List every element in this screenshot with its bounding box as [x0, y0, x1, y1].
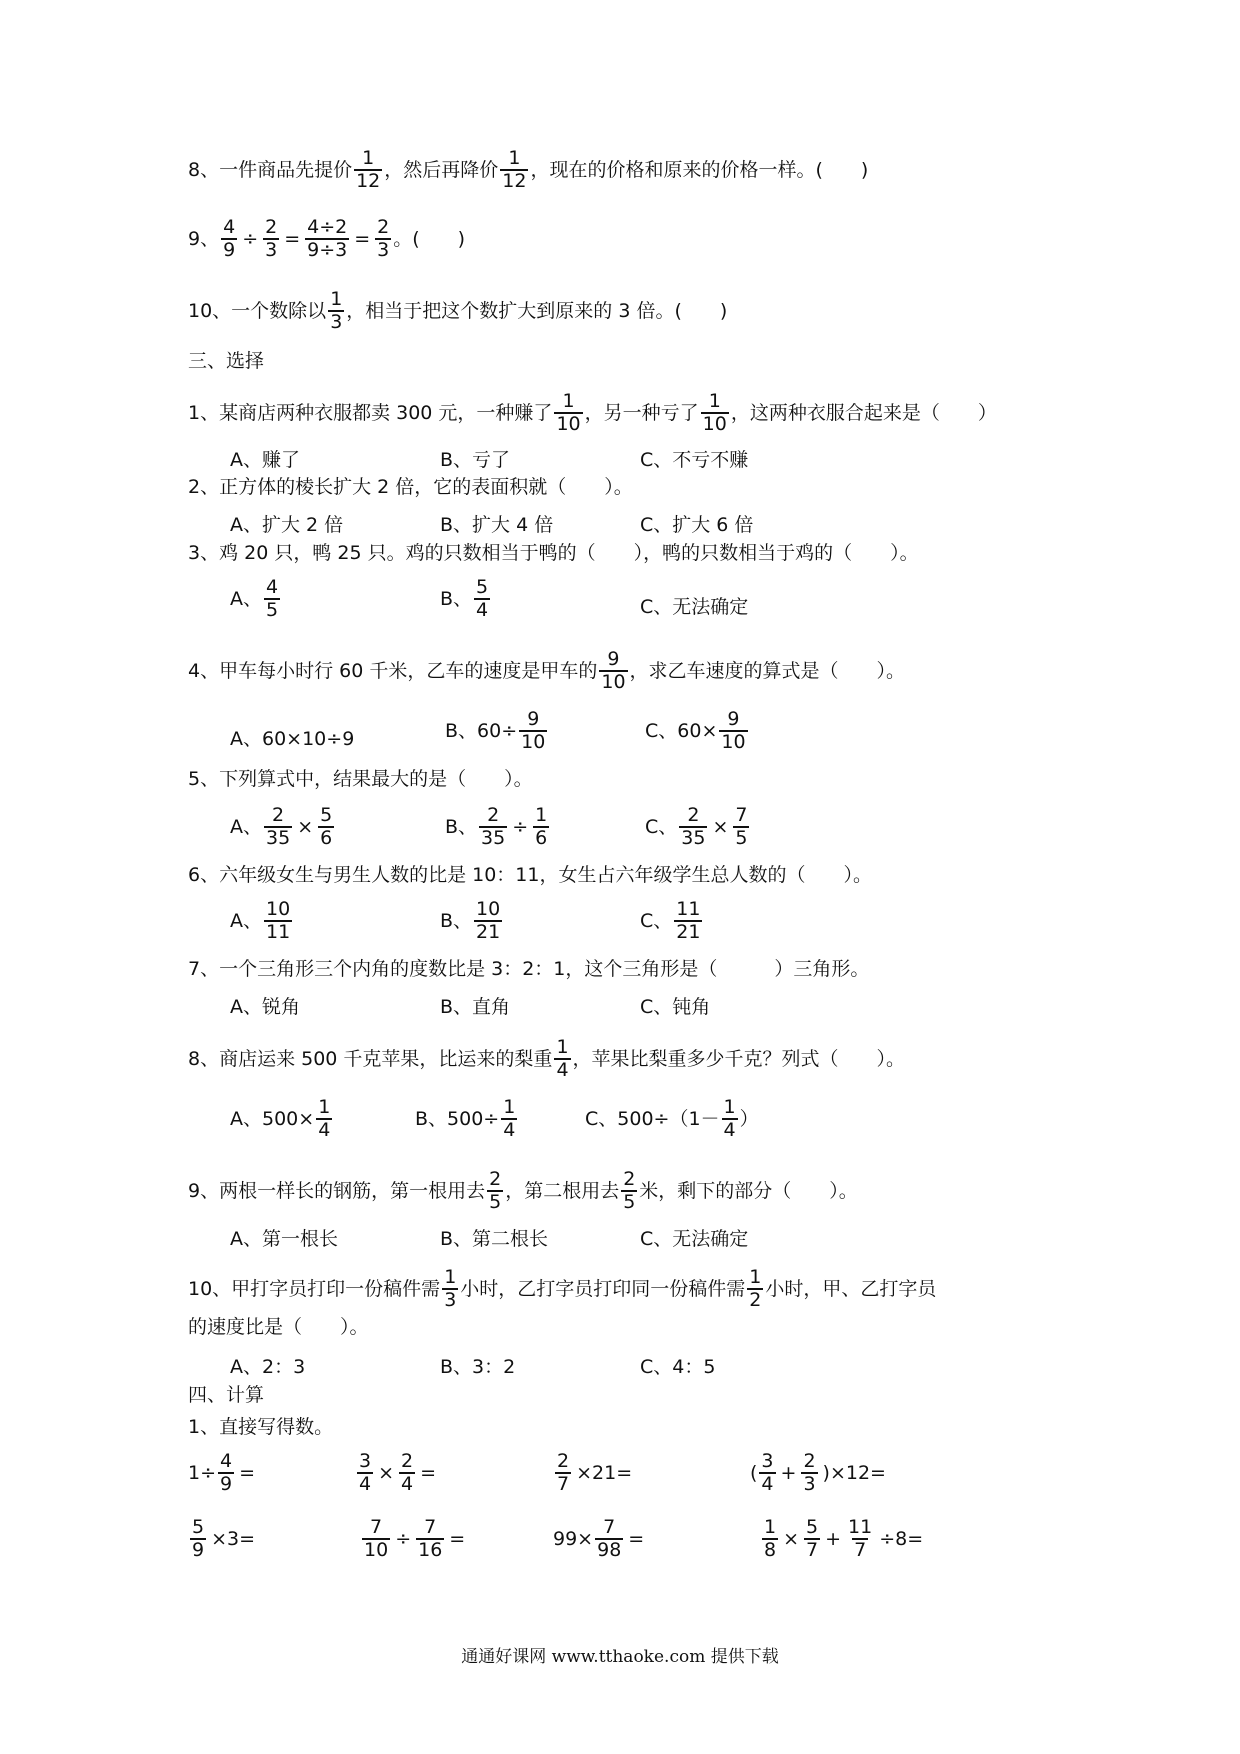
fraction: $\frac{2}{4}$: [401, 1450, 414, 1495]
judge-q9: 9、 $\frac{4}{9}$ ÷ $\frac{2}{3}$ = $\frac{4\div 2}{9\div 3}$ = $\frac{2}{3}$ 。( ): [188, 216, 466, 261]
option-c: C、4：5: [640, 1356, 716, 1378]
calc-item: $\frac{7}{10}$ ÷ $\frac{7}{16}$ =: [364, 1516, 466, 1561]
fraction: $\frac{9}{10}$: [721, 708, 746, 753]
fraction: $\frac{1}{3}$: [330, 288, 343, 333]
choice-q1: 1、某商店两种衣服都卖 300 元，一种赚了 $\frac{1}{10}$ ，另一种亏了 $\frac{1}{10}$ ，这两种衣服合起来是（ ）: [188, 390, 997, 435]
fraction: $\frac{3}{4}$: [761, 1450, 774, 1495]
calc-item: $\frac{1}{8}$ × $\frac{5}{7}$ + $\frac{11}{7}$ ÷8=: [764, 1516, 924, 1561]
fraction: $\frac{7}{16}$: [418, 1516, 443, 1561]
fraction: $\frac{4\div 2}{9\div 3}$: [307, 216, 348, 261]
option-a: A、 $\frac{2}{35}$ × $\frac{5}{6}$: [230, 804, 333, 849]
fraction: $\frac{5}{6}$: [320, 804, 333, 849]
fraction: $\frac{11}{7}$: [848, 1516, 873, 1561]
fraction: $\frac{1}{3}$: [444, 1266, 457, 1311]
fraction: $\frac{10}{21}$: [476, 898, 501, 943]
option-b: B、 $\frac{10}{21}$: [440, 898, 501, 943]
fraction: $\frac{3}{4}$: [359, 1450, 372, 1495]
option-a: A、 $\frac{10}{11}$: [230, 898, 291, 943]
fraction: $\frac{2}{7}$: [557, 1450, 570, 1495]
calc-item: $\frac{3}{4}$ × $\frac{2}{4}$ =: [359, 1450, 437, 1495]
option-c: C、 $\frac{11}{21}$: [640, 898, 701, 943]
judge-q10: 10、一个数除以 $\frac{1}{3}$ ，相当于把这个数扩大到原来的 3 倍。( ): [188, 288, 728, 333]
fraction: $\frac{1}{8}$: [764, 1516, 777, 1561]
option-b: B、500÷ $\frac{1}{4}$: [415, 1096, 516, 1141]
option-b: B、直角: [440, 996, 511, 1018]
fraction: $\frac{11}{21}$: [676, 898, 701, 943]
choice-q4: 4、甲车每小时行 60 千米，乙车的速度是甲车的 $\frac{9}{10}$ ，求乙车速度的算式是（ ）。: [188, 648, 906, 693]
option-c: C、无法确定: [640, 596, 749, 618]
fraction: $\frac{1}{4}$: [318, 1096, 331, 1141]
choice-q3: 3、鸡 20 只，鸭 25 只。鸡的只数相当于鸭的（ ），鸭的只数相当于鸡的（ ）。: [188, 542, 919, 564]
fraction: $\frac{7}{98}$: [597, 1516, 622, 1561]
option-c: C、不亏不赚: [640, 449, 749, 471]
calc-item: 1÷ $\frac{4}{9}$ =: [188, 1450, 256, 1495]
option-c: C、500÷（1－ $\frac{1}{4}$ ）: [585, 1096, 759, 1141]
option-a: A、锐角: [230, 996, 300, 1018]
option-a: A、扩大 2 倍: [230, 514, 344, 536]
fraction: $\frac{2}{3}$: [803, 1450, 816, 1495]
fraction: $\frac{2}{5}$: [623, 1168, 636, 1213]
option-b: B、第二根长: [440, 1228, 549, 1250]
option-c: C、 $\frac{2}{35}$ × $\frac{7}{5}$: [645, 804, 748, 849]
choice-q6: 6、六年级女生与男生人数的比是 10：11，女生占六年级学生总人数的（ ）。: [188, 864, 872, 886]
option-a: A、500× $\frac{1}{4}$: [230, 1096, 331, 1141]
choice-q2: 2、正方体的棱长扩大 2 倍，它的表面积就（ ）。: [188, 476, 633, 498]
option-c: C、扩大 6 倍: [640, 514, 754, 536]
fraction: $\frac{2}{35}$: [266, 804, 291, 849]
fraction: $\frac{5}{7}$: [806, 1516, 819, 1561]
option-c: C、无法确定: [640, 1228, 749, 1250]
option-b: B、亏了: [440, 449, 511, 471]
section-title: 三、选择: [188, 350, 265, 372]
option-b: B、扩大 4 倍: [440, 514, 554, 536]
fraction: $\frac{1}{4}$: [556, 1036, 569, 1081]
choice-q5: 5、下列算式中，结果最大的是（ ）。: [188, 768, 533, 790]
fraction: $\frac{2}{35}$: [681, 804, 706, 849]
fraction: $\frac{1}{12}$: [502, 147, 527, 192]
option-c: C、钝角: [640, 996, 711, 1018]
fraction: $\frac{2}{3}$: [377, 216, 390, 261]
fraction: $\frac{9}{10}$: [601, 648, 626, 693]
calc-item: $\frac{5}{9}$ ×3=: [192, 1516, 256, 1561]
fraction: $\frac{1}{4}$: [503, 1096, 516, 1141]
fraction: $\frac{1}{12}$: [356, 147, 381, 192]
option-a: A、 $\frac{4}{5}$: [230, 576, 279, 621]
fraction: $\frac{10}{11}$: [266, 898, 291, 943]
footer-source: 通通好课网 www.tthaoke.com 提供下载: [461, 1647, 779, 1667]
choice-q10-line2: 的速度比是（ ）。: [188, 1316, 369, 1338]
fraction: $\frac{1}{6}$: [535, 804, 548, 849]
fraction: $\frac{9}{10}$: [521, 708, 546, 753]
choice-q7: 7、一个三角形三个内角的度数比是 3：2：1，这个三角形是（ ）三角形。: [188, 958, 870, 980]
fraction: $\frac{1}{10}$: [556, 390, 581, 435]
calc-item: 99× $\frac{7}{98}$ =: [553, 1516, 645, 1561]
fraction: $\frac{4}{9}$: [223, 216, 236, 261]
fraction: $\frac{4}{9}$: [220, 1450, 233, 1495]
choice-q9: 9、两根一样长的钢筋，第一根用去 $\frac{2}{5}$ ，第二根用去 $\frac{2}{5}$ 米，剩下的部分（ ）。: [188, 1168, 858, 1213]
fraction: $\frac{4}{5}$: [266, 576, 279, 621]
fraction: $\frac{5}{9}$: [192, 1516, 205, 1561]
option-a: A、2：3: [230, 1356, 306, 1378]
calc-item: $\frac{2}{7}$ ×21=: [557, 1450, 633, 1495]
choice-q8: 8、商店运来 500 千克苹果，比运来的梨重 $\frac{1}{4}$ ，苹果比梨重多少千克？列式（ ）。: [188, 1036, 906, 1081]
option-a: A、第一根长: [230, 1228, 338, 1250]
judge-q8: 8、一件商品先提价 $\frac{1}{12}$ ，然后再降价 $\frac{1}{12}$ ，现在的价格和原来的价格一样。( ): [188, 147, 869, 192]
section-title: 四、计算: [188, 1384, 265, 1406]
fraction: $\frac{1}{2}$: [749, 1266, 762, 1311]
fraction: $\frac{1}{10}$: [702, 390, 727, 435]
option-b: B、60÷ $\frac{9}{10}$: [445, 708, 546, 753]
option-c: C、60× $\frac{9}{10}$: [645, 708, 746, 753]
calc-item: ( $\frac{3}{4}$ + $\frac{2}{3}$ )×12=: [750, 1450, 886, 1495]
option-b: B、3：2: [440, 1356, 516, 1378]
choice-q10: 10、甲打字员打印一份稿件需 $\frac{1}{3}$ 小时，乙打字员打印同一份稿件需 $\frac{1}{2}$ 小时，甲、乙打字员: [188, 1266, 937, 1311]
option-b: B、 $\frac{5}{4}$: [440, 576, 489, 621]
fraction: $\frac{7}{10}$: [364, 1516, 389, 1561]
section-subtitle: 1、直接写得数。: [188, 1416, 334, 1438]
fraction: $\frac{2}{35}$: [481, 804, 506, 849]
fraction: $\frac{5}{4}$: [476, 576, 489, 621]
option-a: A、赚了: [230, 449, 300, 471]
fraction: $\frac{2}{5}$: [489, 1168, 502, 1213]
fraction: $\frac{2}{3}$: [265, 216, 278, 261]
option-a: A、60×10÷9: [230, 728, 355, 750]
option-b: B、 $\frac{2}{35}$ ÷ $\frac{1}{6}$: [445, 804, 548, 849]
fraction: $\frac{7}{5}$: [735, 804, 748, 849]
fraction: $\frac{1}{4}$: [723, 1096, 736, 1141]
